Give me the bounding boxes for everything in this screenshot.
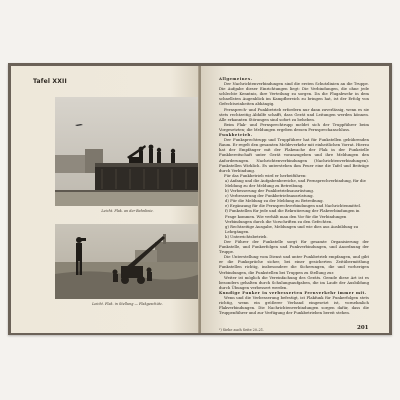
paragraph: Der Funksprechtrupp und Truppführer hat für Funkstellen gebührenden Raum. Er regelt den gesamten Meldeverkehr mit einheitlichen Vorrat. Hierzu hat der Empfänger mit der Flakwache der Flak in der Funkstelle Funkbereitschaft unter Gerät voranzugeben und ihre Meldungen den Anforderungen. Nachrichtenverbindungen (Nachrichtenverbindungen). Funkstellen Wirklich. Es unterstehen ihm Feuer eine die Tafel und Beiträge durch Verbindung. — [219, 137, 369, 173]
list-item: g) Rechtzeitige Ausgabe, Meldungen und wie dies aus Ausbildung zu Lehrgängen. — [225, 223, 359, 234]
paragraph: Für das Funkbetrieb wird er herbeiführen: — [224, 172, 307, 178]
paragraph: Die Unterstellung vom Dienst und unter Funkbetrieb empfangen, und gibt er die Funksprüche sicher, bei einer gesicherten Zeitübermittlung Funkstellen richtig, insbesondere die Sicherungen, die und vorherigen Verbindungen, die Funkstellen bei Truppen zu Stellung zur. — [219, 254, 369, 275]
list-item: d) Für die Meldung zu der Meldung zu Betreibung. — [225, 198, 324, 204]
left-page — [11, 66, 199, 333]
paragraph: Weiter ist möglich die Vereinfachung des Geräts. Gerade diese Art ist es besonders gehalten durch Schulungsaufgaben, die im Laufe der Ausbildung durch Übungen verbessert werden. — [219, 274, 369, 290]
paragraph: Der Führer der Funkstelle sorgt für gesamte Organisierung der Funkstelle, und Funkerfolgen und Funkverbindungen, und Anordnung der Truppe. — [219, 239, 369, 255]
section-heading: Allgemeines. — [219, 76, 253, 81]
paragraph: Fernsprech- und Funkbetrieb erfordern nur dann zuverlässig, wenn es sie stets rechtzeitig Abhilfe schafft, dass Gerät und Leitungen werden können. Alle erkannten Störungen sind sofort zu beheben. — [219, 106, 369, 122]
section-heading: Funkbetrieb. — [219, 132, 253, 138]
section-heading: Kundige Funker in verbesserten Fernverkehr immer mit. — [219, 289, 367, 295]
book-spread — [8, 63, 392, 335]
list-item: e) Ergänzung für die Fernsprechverbindungen und Nachrichtenmittel. — [225, 203, 362, 209]
list-item: c) Verbesserung der Funkbetriebsausrüstung. — [225, 193, 314, 199]
list-item: f) Funkstellen für jede und die Rekrutierung der Flakverbindungen in Frage kommen. Wie verhält man den Vor für die Verbindungen Verbindungen durch die Vorschriften zu den Gefechten. — [225, 208, 360, 224]
list-item: b) Verbesserung der Funkbetriebsausrüstung. — [225, 188, 315, 194]
list-item: h) Unterrichtsbetrieb. — [225, 233, 268, 239]
body-text — [219, 76, 369, 315]
photo-field-gun — [55, 224, 199, 299]
right-page — [201, 66, 389, 333]
footnote: ¹) Siehe auch Seite 20–21. — [219, 328, 265, 332]
paragraph: Wenn und die Verbesserung befestigt, ist Flakfunk für Funkerfolgen stets richtig, wenn ein größerer Verband eingesetzt ist, vornehmlich Flakverbindungen. Die Nachrichtenverbindungen sorgen dafür, dass die Truppenführer und zur Verfügung der Funkbetrieben bereit stehen. — [219, 295, 369, 316]
list-item: a) Anfang und die Aufgabenbereiche, und Fernsprechverbindung, für die Meldung zu der Meldung zu Betreibung. — [225, 177, 366, 188]
page-number: 201 — [357, 325, 369, 331]
photo-train-soldiers — [55, 97, 199, 206]
plate-title: Tafel XXII — [33, 78, 67, 85]
paragraph: Der Nachrichtenverbindungen sind die ersten Schutzlinien an die Truppe. Die Aufgabe dieser Einrichtungen liegt: Die Verbindungen, die ohne jede schlechte Kenntnis, ihre Verteilung zu sorgen. Da die Flugabwehr in dem schnellsten Augenblick im Kampfbereich zu bringen hat, ist der Erfolg von Gefechtseinheiten abhängig. — [219, 81, 369, 107]
paragraph: Beim Flak- und Fernsprechtrupp meldet sich der Truppführer beim Vorgesetzten; die Meldungen ergeben dessen Fernsprechanschluss. — [219, 121, 369, 132]
photo-caption: Leicht. Flak. an der Bahnlinie. — [101, 209, 154, 213]
photo-caption: Leicht. Flak. in Stellung — Flakgeschütz. — [92, 302, 163, 306]
